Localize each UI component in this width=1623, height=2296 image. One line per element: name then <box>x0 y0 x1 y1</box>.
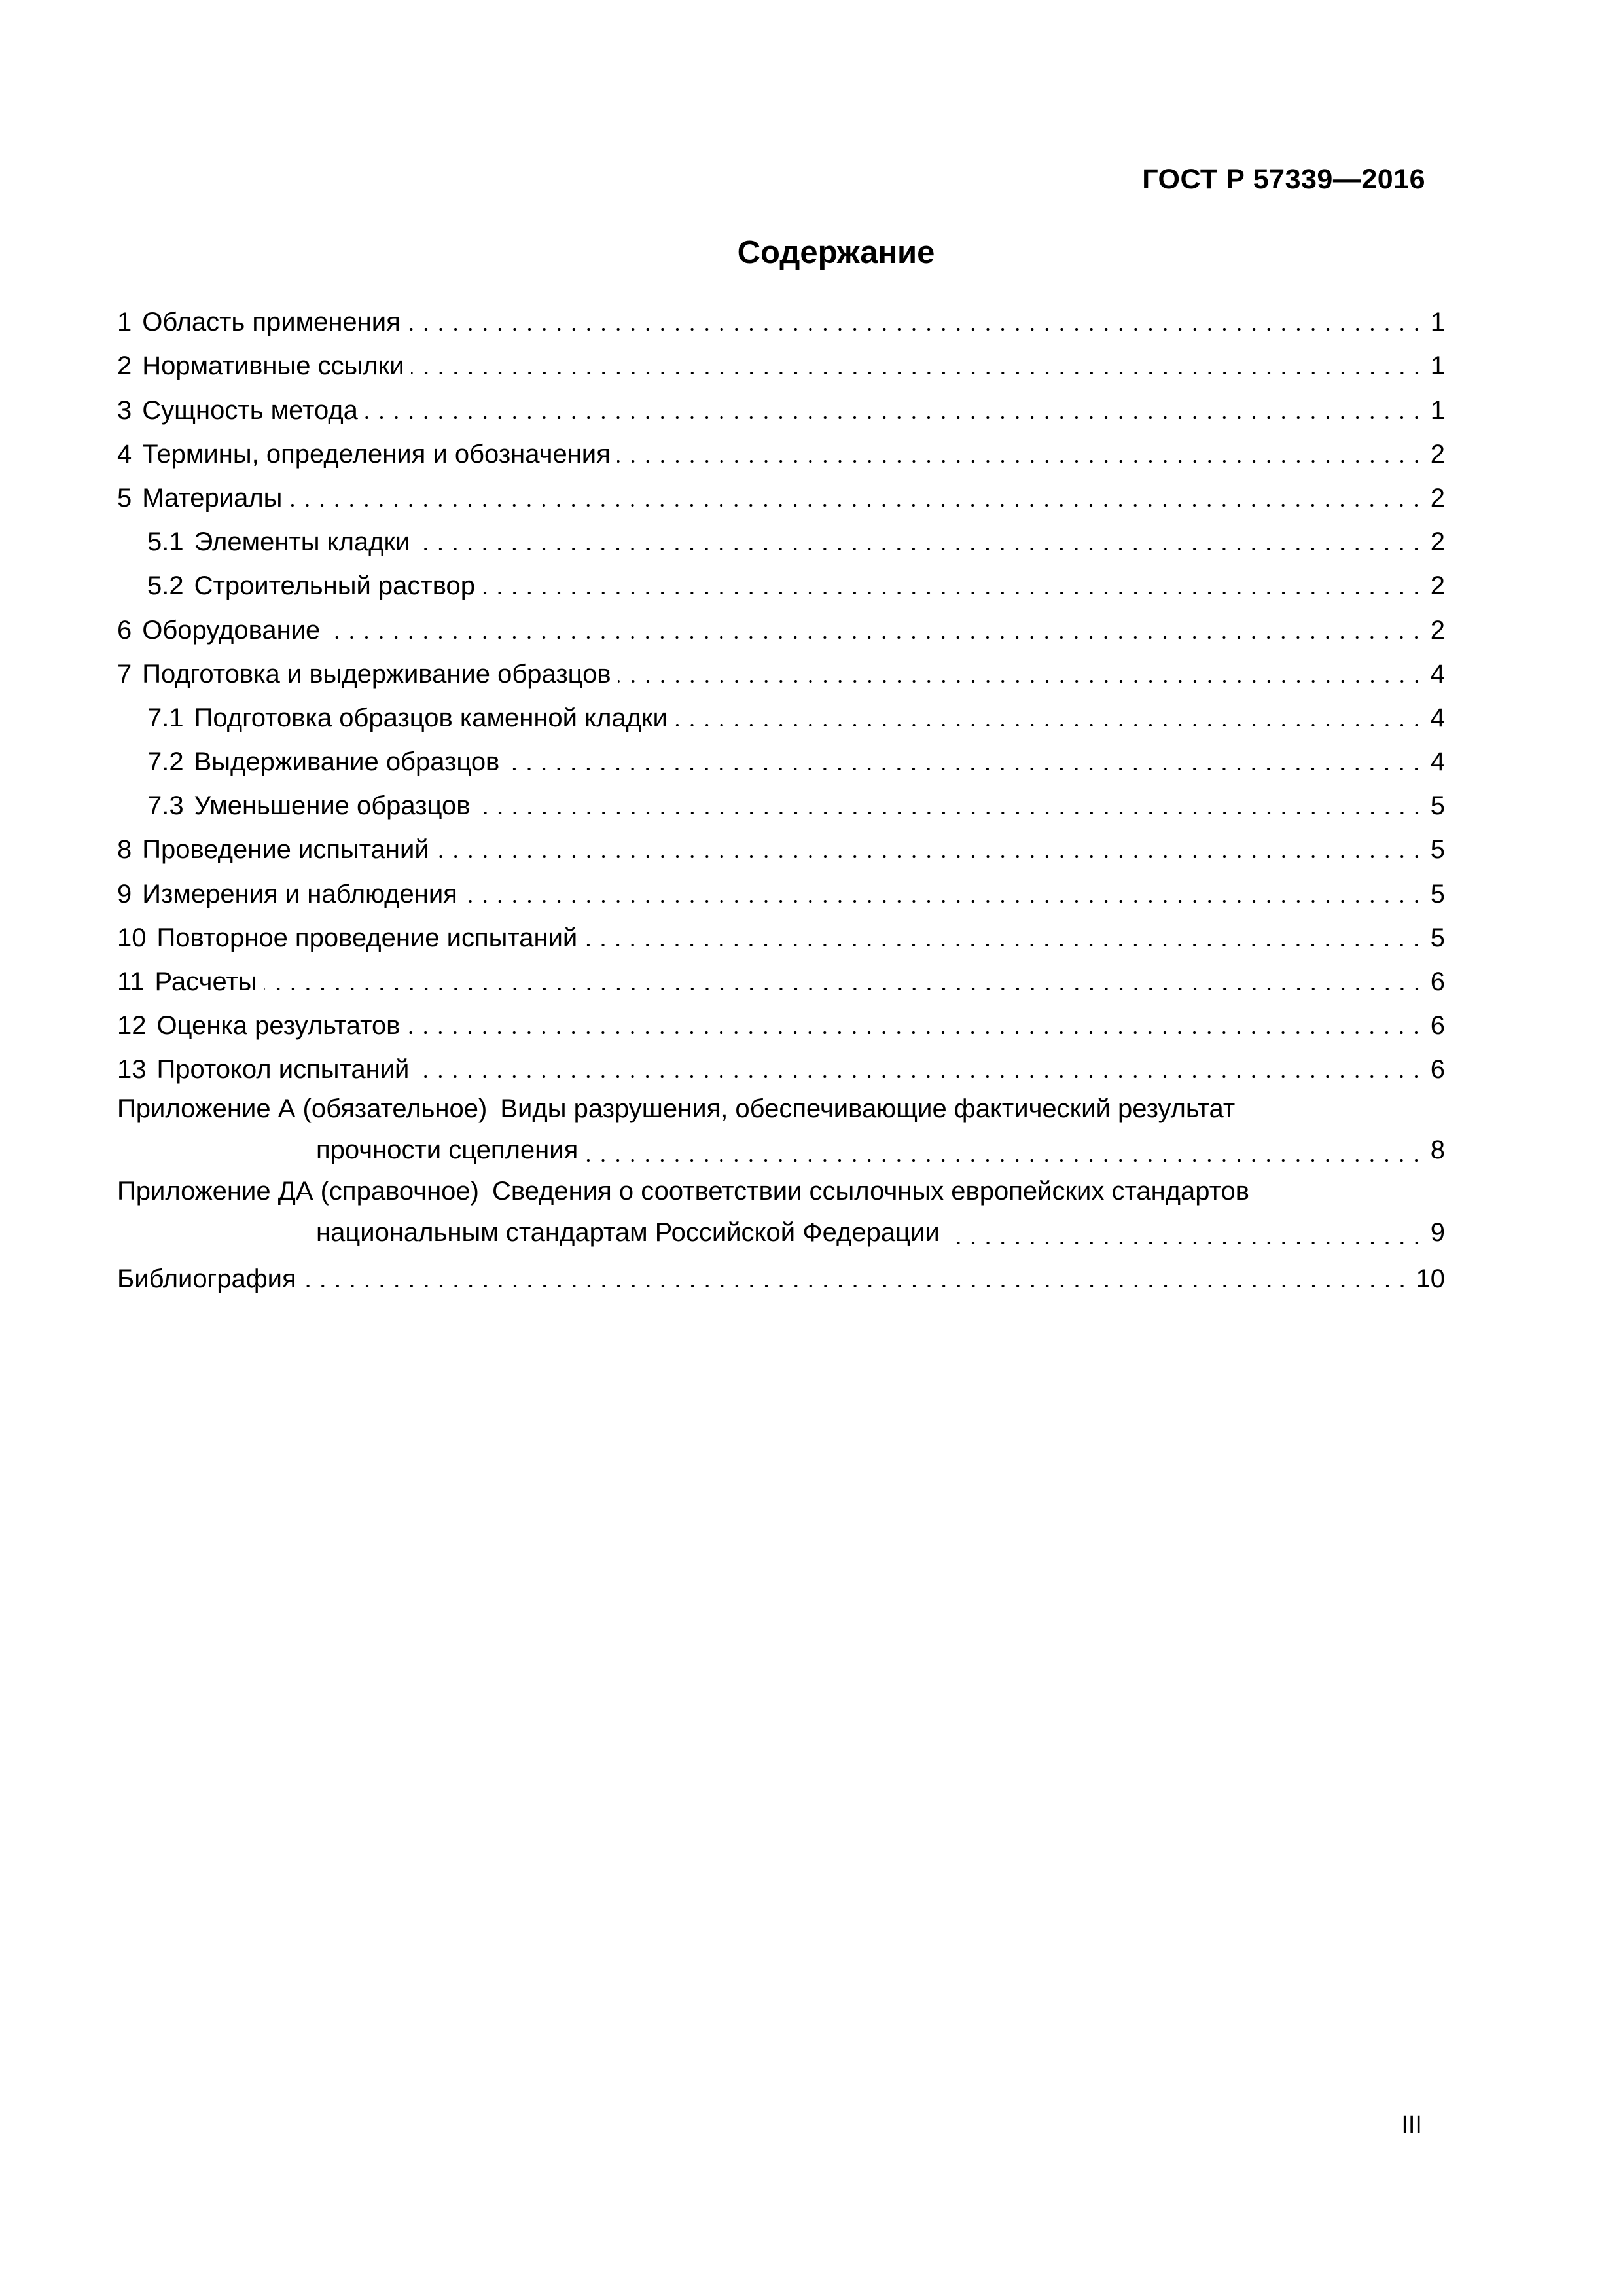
toc-leader-dots <box>674 724 1424 726</box>
toc-appendix-label: Приложение ДА (справочное) <box>117 1177 479 1206</box>
toc-leader-dots <box>506 768 1423 770</box>
toc-page-number: 9 <box>1430 1218 1445 1247</box>
toc-entry-title: Расчеты <box>154 967 257 996</box>
toc-leader-dots <box>289 504 1423 507</box>
toc-entry[interactable] <box>117 783 1445 827</box>
toc-entry-title: Измерения и наблюдения <box>142 879 457 908</box>
toc-entry-title: Термины, определения и обозначения <box>142 439 611 469</box>
toc-entry[interactable] <box>117 652 1445 696</box>
toc-entry[interactable] <box>117 696 1445 740</box>
toc-entry-number: 7 <box>117 659 132 689</box>
toc-entry[interactable] <box>117 960 1445 1003</box>
toc-entry-title: Повторное проведение испытаний <box>156 923 578 952</box>
toc-entry-number: 7.1 <box>147 703 184 732</box>
toc-entry-number: 2 <box>117 351 132 381</box>
toc-appendix-title: Виды разрушения, обеспечивающие фактический результат <box>500 1094 1236 1124</box>
toc-page-number: 6 <box>1430 967 1445 996</box>
toc-entry-number: 5.2 <box>147 571 184 601</box>
toc-leader-dots <box>406 1031 1423 1034</box>
toc-entry[interactable] <box>117 827 1445 871</box>
toc-appendix-label: Приложение А (обязательное) <box>117 1094 488 1124</box>
toc-page-number: 2 <box>1430 528 1445 557</box>
toc-page-number: 1 <box>1430 351 1445 381</box>
toc-entry-number: 3 <box>117 395 132 425</box>
toc-entry[interactable] <box>117 871 1445 915</box>
toc-leader-dots <box>327 636 1423 639</box>
toc-page-number: 5 <box>1430 923 1445 952</box>
toc-page-number: 4 <box>1430 703 1445 732</box>
toc-leader-dots <box>303 1285 1410 1287</box>
toc-entry-title: Выдерживание образцов <box>194 747 500 777</box>
toc-entry-title: Подготовка и выдерживание образцов <box>142 659 611 689</box>
toc-leader-dots <box>477 812 1424 814</box>
toc-leader-dots <box>618 680 1424 683</box>
toc-leader-dots <box>946 1242 1424 1244</box>
toc-entry-title: Строительный раствор <box>194 571 476 601</box>
toc-entry-title: Уменьшение образцов <box>194 791 471 821</box>
toc-entry-title: Область применения <box>142 308 401 337</box>
toc-page-number: 4 <box>1430 747 1445 777</box>
toc-entry-title: Протокол испытаний <box>156 1055 410 1085</box>
toc-page-number: 5 <box>1430 879 1445 908</box>
toc-page-number: 4 <box>1430 659 1445 689</box>
toc-appendices <box>117 1091 1445 1256</box>
toc-entry-number: 10 <box>117 923 147 952</box>
toc-entry-number: 5 <box>117 483 132 512</box>
toc-leader-dots <box>411 372 1424 374</box>
toc-leader-dots <box>416 1075 1423 1078</box>
toc-page-number: 2 <box>1430 571 1445 601</box>
table-of-contents <box>117 300 1445 1298</box>
toc-entry-title: Оценка результатов <box>156 1011 401 1041</box>
toc-leader-dots <box>365 416 1424 419</box>
toc-page-number: 1 <box>1430 308 1445 337</box>
toc-appendix-entry[interactable] <box>117 1091 1445 1174</box>
toc-entry[interactable] <box>117 387 1445 431</box>
toc-leader-dots <box>416 548 1423 550</box>
toc-entry-number: 11 <box>117 967 145 996</box>
toc-entry[interactable] <box>117 300 1445 344</box>
toc-page-number: 2 <box>1430 615 1445 645</box>
toc-appendix-line <box>117 1091 1445 1132</box>
toc-entry[interactable] <box>117 432 1445 476</box>
toc-page-number: 6 <box>1430 1055 1445 1085</box>
toc-entry[interactable] <box>117 520 1445 564</box>
toc-appendix-line <box>117 1132 1445 1174</box>
toc-entry-number: 12 <box>117 1011 147 1041</box>
toc-leader-dots <box>264 988 1424 990</box>
toc-leader-dots <box>464 900 1424 903</box>
toc-entry-title: Элементы кладки <box>194 528 410 557</box>
toc-page-number: 5 <box>1430 835 1445 865</box>
toc-entry[interactable] <box>117 344 1445 387</box>
toc-page-number: 6 <box>1430 1011 1445 1041</box>
toc-entry-number: 5.1 <box>147 528 184 557</box>
toc-entry[interactable] <box>117 1003 1445 1047</box>
toc-entry-title: Проведение испытаний <box>142 835 429 865</box>
toc-page-number: 2 <box>1430 439 1445 469</box>
toc-appendix-entry[interactable] <box>117 1174 1445 1256</box>
toc-page-number: 2 <box>1430 483 1445 512</box>
toc-entry-title: Материалы <box>142 483 283 512</box>
toc-leader-dots <box>584 1159 1423 1162</box>
toc-entry-number: 13 <box>117 1055 147 1085</box>
toc-entry[interactable] <box>117 607 1445 651</box>
document-code: ГОСТ Р 57339—2016 <box>1142 164 1425 195</box>
toc-entry-number: 7.2 <box>147 747 184 777</box>
toc-entry[interactable] <box>117 916 1445 960</box>
toc-entry[interactable] <box>117 1047 1445 1091</box>
toc-entry[interactable] <box>117 564 1445 607</box>
toc-items <box>117 300 1445 1091</box>
toc-entry-title: Оборудование <box>142 615 321 645</box>
toc-entry[interactable] <box>117 740 1445 783</box>
toc-appendix-title: Сведения о соответствии ссылочных европейских стандартов <box>492 1177 1249 1206</box>
toc-page-number: 1 <box>1430 395 1445 425</box>
toc-leader-dots <box>482 592 1424 594</box>
toc-title: Содержание <box>737 235 935 270</box>
toc-entry-title: Подготовка образцов каменной кладки <box>194 703 668 732</box>
toc-bibliography-title: Библиография <box>117 1265 296 1294</box>
toc-entry-number: 9 <box>117 879 132 908</box>
toc-entry-title: Нормативные ссылки <box>142 351 404 381</box>
toc-appendix-line <box>117 1174 1445 1215</box>
page-number: III <box>1401 2111 1422 2139</box>
toc-entry-number: 8 <box>117 835 132 865</box>
toc-entry-title: Сущность метода <box>142 395 358 425</box>
toc-appendix-title-continued: прочности сцепления <box>316 1136 579 1165</box>
toc-leader-dots <box>407 328 1424 331</box>
toc-appendix-line <box>117 1215 1445 1256</box>
toc-entry-number: 1 <box>117 308 132 337</box>
toc-page-number: 10 <box>1416 1265 1445 1294</box>
toc-leader-dots <box>584 944 1423 946</box>
toc-entry-number: 6 <box>117 615 132 645</box>
toc-bibliography[interactable] <box>117 1256 1445 1298</box>
toc-appendix-title-continued: национальным стандартам Российской Федерации <box>316 1218 940 1247</box>
toc-leader-dots <box>436 855 1424 858</box>
toc-leader-dots <box>617 460 1424 463</box>
toc-entry-number: 7.3 <box>147 791 184 821</box>
toc-page-number: 8 <box>1430 1136 1445 1165</box>
toc-entry[interactable] <box>117 476 1445 520</box>
toc-entry-number: 4 <box>117 439 132 469</box>
toc-page-number: 5 <box>1430 791 1445 821</box>
